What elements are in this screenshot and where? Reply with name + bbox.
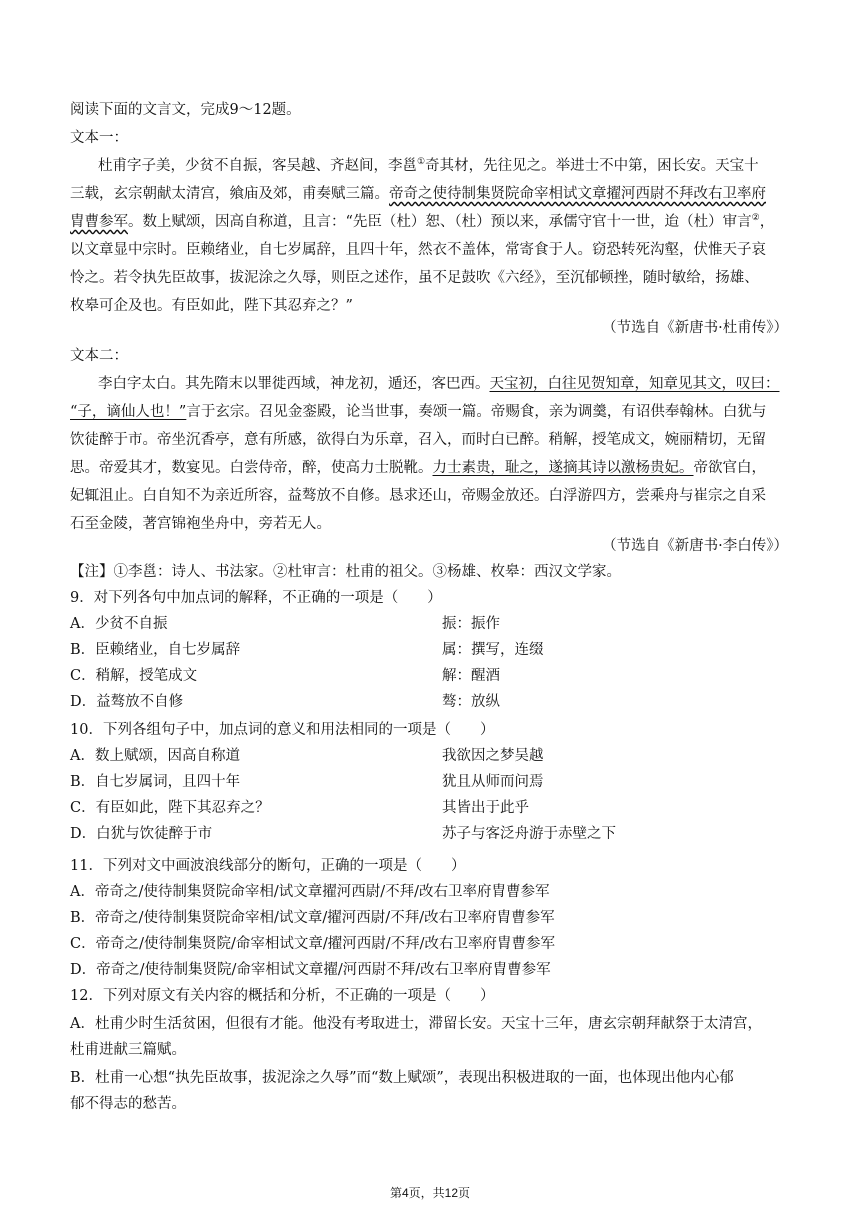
- text2-line-4: 思。帝爱其才，数宴见。白尝侍帝，醉，使高力士脱靴。力士素贵，耻之，遂摘其诗以激杨贵妃。帝欲官白，: [70, 460, 766, 476]
- q12-stem: 12．下列对原文有关内容的概括和分析，不正确的一项是（ ）: [70, 988, 495, 1004]
- annotation-note: 【注】①李邕：诗人、书法家。②杜审言：杜甫的祖父。③杨雄、枚皋：西汉文学家。: [70, 564, 621, 580]
- q11-option-d: D．帝奇之/使待制集贤院/命宰相试文章擢/河西尉不拜/改右卫率府胄曹参军: [70, 962, 551, 978]
- underlined-sentence-1: 天宝初，白往见贺知章，知章见其文，叹曰：: [489, 376, 780, 392]
- text2-line-5: 妃辄沮止。白自知不为亲近所容，益骜放不自修。恳求还山，帝赐金放还。白浮游四方，尝乘舟与崔宗之自采: [70, 488, 766, 504]
- q9-stem: 9．对下列各句中加点词的解释，不正确的一项是（ ）: [70, 590, 442, 606]
- text2-line-2: “子，谪仙人也！”言于玄宗。召见金銮殿，论当世事，奏颂一篇。帝赐食，亲为调羹，有诏供奉翰林。白犹与: [70, 404, 767, 420]
- text1-line-3: 胄曹参军。数上赋颂，因高自称道，且言：“先臣（杜）恕、（杜）预以来，承儒守官十一世，迨（杜）审言②，: [70, 213, 775, 230]
- page-number: 第4页，共12页: [389, 1186, 471, 1200]
- q10-option-b: B．自七岁属词，且四十年 犹且从师而问焉: [70, 774, 544, 790]
- q11-option-c: C．帝奇之/使待制集贤院/命宰相试文章/擢河西尉/不拜/改右卫率府胄曹参军: [70, 936, 556, 952]
- q9-option-c: C．稍解，授笔成文 解：醒酒: [70, 668, 500, 684]
- text1-line-2: 三载，玄宗朝献太清宫，飨庙及郊，甫奏赋三篇。帝奇之使待制集贤院命宰相试文章擢河西尉不拜改右卫率府: [70, 186, 766, 202]
- underlined-sentence-1-end: “子，谪仙人也！”: [70, 404, 187, 420]
- q10-option-a: A．数上赋颂，因高自称道 我欲因之梦吴越: [70, 748, 544, 764]
- q9-option-d: D．益骜放不自修 骜：放纵: [70, 694, 500, 710]
- text2-line-3: 饮徒醉于市。帝坐沉香亭，意有所感，欲得白为乐章，召入，而时白已醉。稍解，授笔成文，婉丽精切，无留: [70, 432, 766, 448]
- text2-line-6: 石至金陵，著宫锦袍坐舟中，旁若无人。: [70, 516, 331, 532]
- q12-option-b-line-2: 郁不得志的愁苦。: [70, 1096, 186, 1112]
- text1-line-5: 怜之。若令执先臣故事，拔泥涂之久辱，则臣之述作，虽不足鼓吹《六经》，至沉郁顿挫，随时敏给，扬雄、: [70, 270, 759, 286]
- q10-option-c: C．有臣如此，陛下其忍弃之？ 其皆出于此乎: [70, 800, 529, 816]
- wavy-underlined-passage: 帝奇之使待制集贤院命宰相试文章擢河西尉不拜改右卫率府: [389, 186, 766, 202]
- q10-stem: 10．下列各组句子中，加点词的意义和用法相同的一项是（ ）: [70, 722, 495, 738]
- text2-line-1: 李白字太白。其先隋末以罪徙西域，神龙初，遁还，客巴西。天宝初，白往见贺知章，知章见其文，叹曰：: [98, 376, 780, 392]
- q11-option-b: B．帝奇之/使待制集贤院命宰相/试文章/擢河西尉/不拜/改右卫率府胄曹参军: [70, 910, 555, 926]
- q9-option-b: B．臣赖绪业，自七岁属辞 属：撰写，连缀: [70, 642, 544, 658]
- q10-option-d: D．白犹与饮徒醉于市 苏子与客泛舟游于赤壁之下: [70, 826, 616, 842]
- q9-option-a: A．少贫不自振 振：振作: [70, 616, 500, 632]
- q12-option-b-line-1: B．杜甫一心想“执先臣故事，拔泥涂之久辱”而“数上赋颂”，表现出积极进取的一面，也体现出他内心郁: [70, 1070, 734, 1086]
- text1-line-4: 以文章显中宗时。臣赖绪业，自七岁属辞，且四十年，然衣不盖体，常寄食于人。窃恐转死沟壑，伏惟天子哀: [70, 242, 766, 258]
- text2-label: 文本二：: [70, 348, 128, 364]
- text1-line-1: 杜甫字子美，少贫不自振，客吴越、齐赵间，李邕①奇其材，先往见之。举进士不中第，困长安。天宝十: [98, 157, 759, 174]
- underlined-sentence-2: 力士素贵，耻之，遂摘其诗以激杨贵妃。: [432, 460, 694, 476]
- text1-line-6: 枚皋可企及也。有臣如此，陛下其忍弃之？”: [70, 298, 353, 314]
- reading-instruction: 阅读下面的文言文，完成9～12题。: [70, 102, 301, 118]
- wavy-underlined-passage-end: 胄曹参军: [70, 214, 128, 230]
- q12-option-a-line-1: A．杜甫少时生活贫困，但很有才能。他没有考取进士，滞留长安。天宝十三年，唐玄宗朝拜献祭于太清宫，: [70, 1016, 762, 1032]
- q11-stem: 11．下列对文中画波浪线部分的断句，正确的一项是（ ）: [70, 858, 466, 874]
- q12-option-a-line-2: 杜甫进献三篇赋。: [70, 1042, 186, 1058]
- q11-option-a: A．帝奇之/使待制集贤院命宰相/试文章擢河西尉/不拜/改右卫率府胄曹参军: [70, 884, 550, 900]
- text2-source: （节选自《新唐书·李白传》）: [602, 538, 788, 554]
- text1-source: （节选自《新唐书·杜甫传》）: [602, 320, 788, 336]
- text1-label: 文本一：: [70, 130, 128, 146]
